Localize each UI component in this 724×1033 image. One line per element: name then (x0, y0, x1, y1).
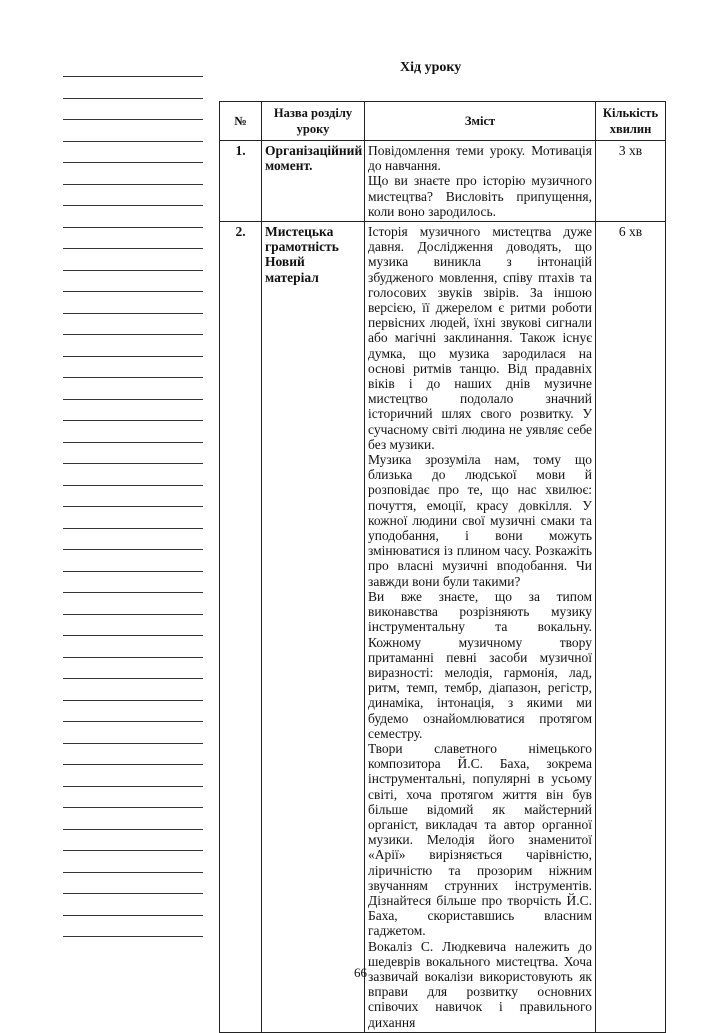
row-time: 6 хв (596, 222, 666, 1033)
content-paragraph: Історія музичного мистецтва дуже давня. Дослідження доводять, що музика виникла з інтонацій збудженого мовлення, співу птахів та голосових звуків звірів. За іншою версією, її джерелом є ритми роботи первісних людей, їхні звукові сигнали або магічні заклинання. Також існує думка, що музика зародилася на основі ритмів танцю. Від прадавніх віків і до наших днів музичне мистецтво подолало значний історичний шлях свого розвитку. У сучасному світі людина не уявляє себе без музики. (368, 224, 592, 452)
row-content (365, 141, 596, 222)
note-line (63, 700, 203, 701)
note-line (63, 915, 203, 916)
note-line (63, 657, 203, 658)
note-line (63, 893, 203, 894)
note-line (63, 98, 203, 99)
header-section: Назва розділу уроку (262, 102, 365, 141)
note-line (63, 205, 203, 206)
header-number: № (220, 102, 262, 141)
row-section: Мистецька грамотність Новий матеріал (262, 222, 365, 1033)
note-line (63, 528, 203, 529)
row-number: 1. (220, 141, 262, 222)
header-minutes: Кількість хвилин (596, 102, 666, 141)
note-line (63, 420, 203, 421)
note-line (63, 764, 203, 765)
note-line (63, 721, 203, 722)
table-header-row (220, 102, 666, 141)
note-line (63, 463, 203, 464)
note-line (63, 141, 203, 142)
content-paragraph: Ви вже знаєте, що за типом виконавства розрізняють музику інструментальну та вокальну. Кожному музичному твору притаманні певні засоби музичної виразності: мелодія, гармонія, лад, ритм, темп, тембр, діапазон, регістр, динаміка, інтонація, з якими ми будемо ознайомлюватися протягом семестру. (368, 588, 592, 741)
note-line (63, 614, 203, 615)
content-paragraph: Повідомлення теми уроку. Мотивація до навчання. (368, 143, 592, 174)
note-line (63, 248, 203, 249)
note-line (63, 291, 203, 292)
note-line (63, 184, 203, 185)
note-line (63, 119, 203, 120)
note-line (63, 678, 203, 679)
note-line (63, 786, 203, 787)
content-paragraph: Вокаліз С. Людкевича належить до шедеврів вокального мистецтва. Хоча зазвичай вокалізи використовують як вправи для розвитку основних співочих навичок і правильного дихання (368, 938, 592, 1030)
note-line (63, 270, 203, 271)
note-line (63, 635, 203, 636)
note-line (63, 377, 203, 378)
note-line (63, 442, 203, 443)
page-title: Хід уроку (400, 60, 462, 75)
note-line (63, 807, 203, 808)
note-line (63, 399, 203, 400)
note-line (63, 76, 203, 77)
row-time: 3 хв (596, 141, 666, 222)
note-line (63, 313, 203, 314)
note-line (63, 356, 203, 357)
lesson-table (219, 101, 666, 1033)
row-section: Організаційний момент. (262, 141, 365, 222)
note-line (63, 162, 203, 163)
table-row (220, 222, 666, 1033)
row-number: 2. (220, 222, 262, 1033)
note-line (63, 549, 203, 550)
content-paragraph: Музика зрозуміла нам, тому що близька до людської мови й розповідає про те, що нас хвилює: почуття, емоції, красу довкілля. У кожної людини свої музичні смаки та уподобання, і вони можуть змінюватися із плином часу. Розкажіть про власні музичні вподобання. Чи завжди вони були такими? (368, 452, 592, 589)
notes-lines (63, 0, 203, 1024)
note-line (63, 743, 203, 744)
note-line (63, 485, 203, 486)
content-paragraph: Що ви знаєте про історію музичного мистецтва? Висловіть припущення, коли воно зародилось. (368, 173, 592, 219)
note-line (63, 592, 203, 593)
note-line (63, 506, 203, 507)
note-line (63, 936, 203, 937)
header-content: Зміст (365, 102, 596, 141)
page-number: 66 (354, 965, 367, 980)
note-line (63, 850, 203, 851)
note-line (63, 227, 203, 228)
content-paragraph: Твори славетного німецького композитора Й.С. Баха, зокрема інструментальні, популярні в усьому світі, хоча протягом життя він був більше відомий як майстерний органіст, викладач та автор органної музики. Мелодія його знаменитої «Арії» вирізняється чарівністю, ліричністю та прозорим ніжним звучанням струнних інструментів. Дізнайтеся більше про творчість Й.С. Баха, скориставшись власним гаджетом. (368, 740, 592, 939)
note-line (63, 334, 203, 335)
note-line (63, 872, 203, 873)
note-line (63, 829, 203, 830)
table-row (220, 141, 666, 222)
note-line (63, 571, 203, 572)
row-content (365, 222, 596, 1033)
